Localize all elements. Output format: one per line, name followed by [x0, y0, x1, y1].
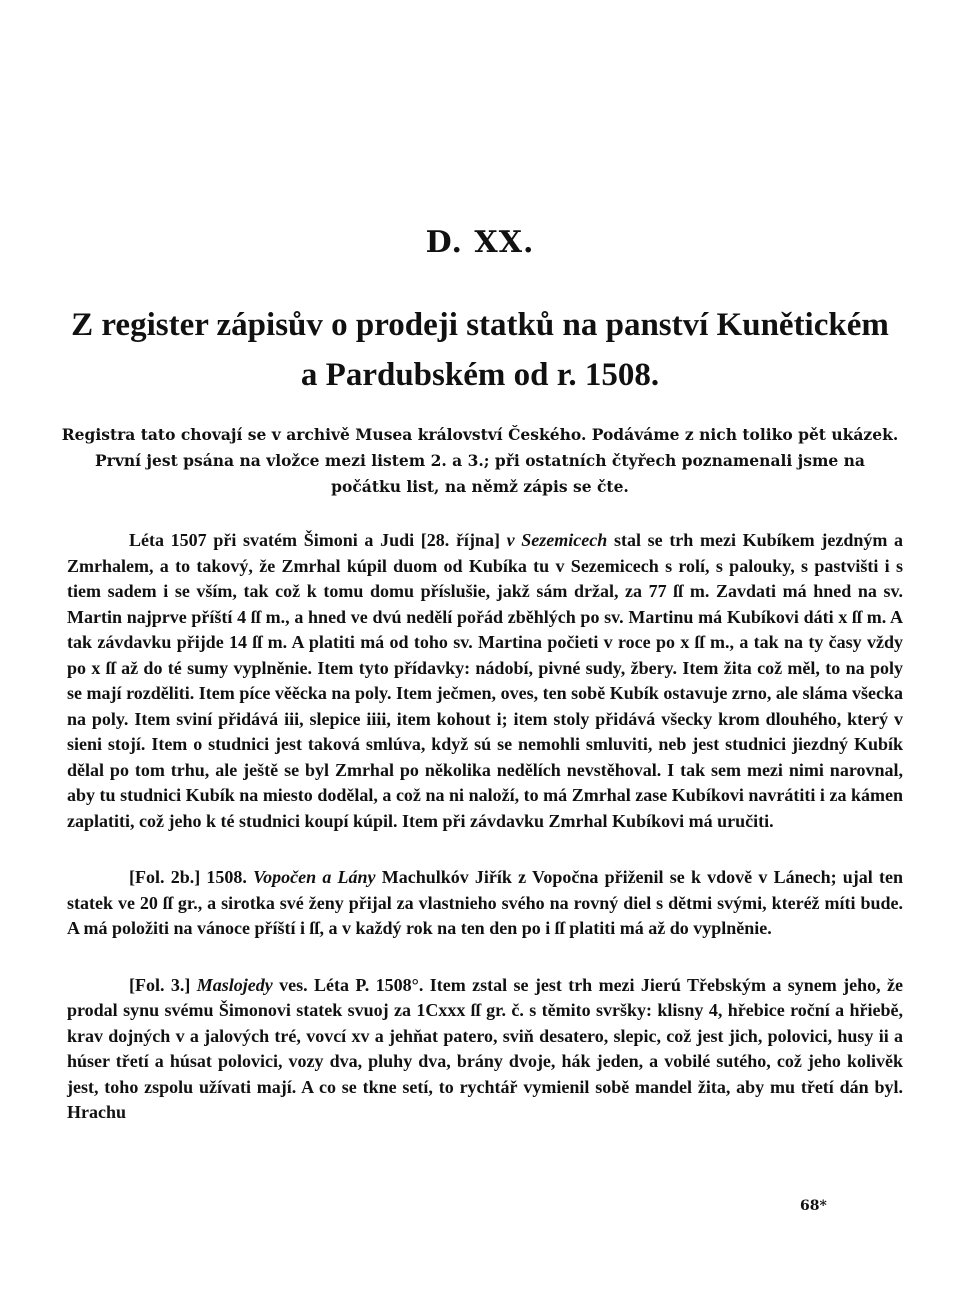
- entry-lead: Léta 1507 při svatém Šimoni a Judi [28. října]: [129, 530, 507, 550]
- entry-text: stal se trh mezi Kubíkem jezdným a Zmrhalem, a to takový, že Zmrhal kúpil duom od Kubíka tu v Sezemicech s rolí, s palouky, s pastvišti i s tiem sadem i se vším, tak což k tomu domu příslušie, jakž sám držal, za 77 ſſ m. Zavdati má hned na sv. Martin najprve příští 4 ſſ m., a hned ve dvú nedělí pořád zběhlých po sv. Martinu má Kubíkovi dáti x ſſ m. A tak závdavku přijde 14 ſſ m. A platiti má od toho sv. Martina počieti v roce po x ſſ m., a tak na ty časy vždy po x ſſ až do té sumy vyplněnie. Item tyto přídavky: nádobí, pivné sudy, žbery. Item žita což měl, to na poly se mají rozděliti. Item píce věěcka na poly. Item ječmen, oves, ten sobě Kubík ostavuje zrno, ale sláma všecka na poly. Item sviní přidává iii, slepice iiii, item kohout i; item stoly přidává všecky krom dlouhého, který v sieni stojí. Item o studnici jest taková smlúva, když sú se nemohli smluviti, neb jest studnici jiezdný Kubík dělal po tom trhu, ale ještě se byl Zmrhal po několika nedělích nevstěhoval. I tak sem mezi nimi narovnal, aby tu studnici Kubík na miesto dodělal, a což na ni naloží, to má Zmrhal zase Kubíkovi navrátiti i za kámen zaplatiti, což jeho k té studnici koupí kúpil. Item při závdavku Zmrhal Kubíkovi má uručiti.: [67, 530, 904, 831]
- entry-lead: [Fol. 2b.] 1508.: [129, 867, 254, 887]
- entry-lead: [Fol. 3.]: [129, 974, 197, 995]
- section-heading: D. XX.: [425, 225, 535, 260]
- entry-text: Machulkóv Jiřík z Vopočna přiženil se k vdově v Lánech; ujal ten statek ve 20 ſſ gr., a sirotka své ženy přijal za vlastnieho svého na rovný diel s dětmi svými, kteréž míti bude. A má položiti na vánoce příští i ſſ, a v každý rok na ten den po i ſſ platiti má až do vyplněnie.: [67, 867, 903, 938]
- entry-paragraph: [67, 865, 903, 942]
- document-title: [60, 300, 900, 400]
- entry-paragraph: [67, 973, 903, 1126]
- entry-place: Vopočen a Lány: [253, 867, 376, 887]
- body-text: [67, 528, 903, 1126]
- page-number: 68*: [800, 1198, 827, 1214]
- title-line-2: a Pardubském od r. 1508.: [300, 357, 660, 393]
- entry-paragraph: [67, 528, 903, 834]
- entry-place: v Sezemicech: [506, 530, 608, 550]
- title-line-1: Z register zápisův o prodeji statků na panství Kunětickém: [71, 307, 889, 343]
- entry-text: ves. Léta P. 1508°. Item zstal se jest trh mezi Jierú Třebským a synem jeho, že prodal synu svému Šimonovi statek svuoj za 1Cxxx ſſ gr. č. s těmito svršky: klisny 4, hřebice roční a hřiebě, krav dojných v a jalových tré, vovcí xv a jehňat patero, sviň desatero, slepic, což jest jich, polovici, husy ii a húser třetí a húsat polovici, vozy dva, pluhy dva, brány dvoje, hák jeden, a vobilé sutého, což jeho kolivěk jest, toho zspolu užívati mají. A co se tkne setí, to rychtář vymienil sobě mandel žita, aby mu třetí dán byl. Hrachu: [67, 974, 904, 1122]
- intro-note: Registra tato chovají se v archivě Musea království Českého. Podáváme z nich toliko pět ukázek. První jest psána na vložce mezi listem 2. a 3.; při ostatních čtyřech poznamenali jsme na počátku list, na němž zápis se čte.: [61, 425, 899, 496]
- entry-place: Maslojedy: [196, 974, 273, 995]
